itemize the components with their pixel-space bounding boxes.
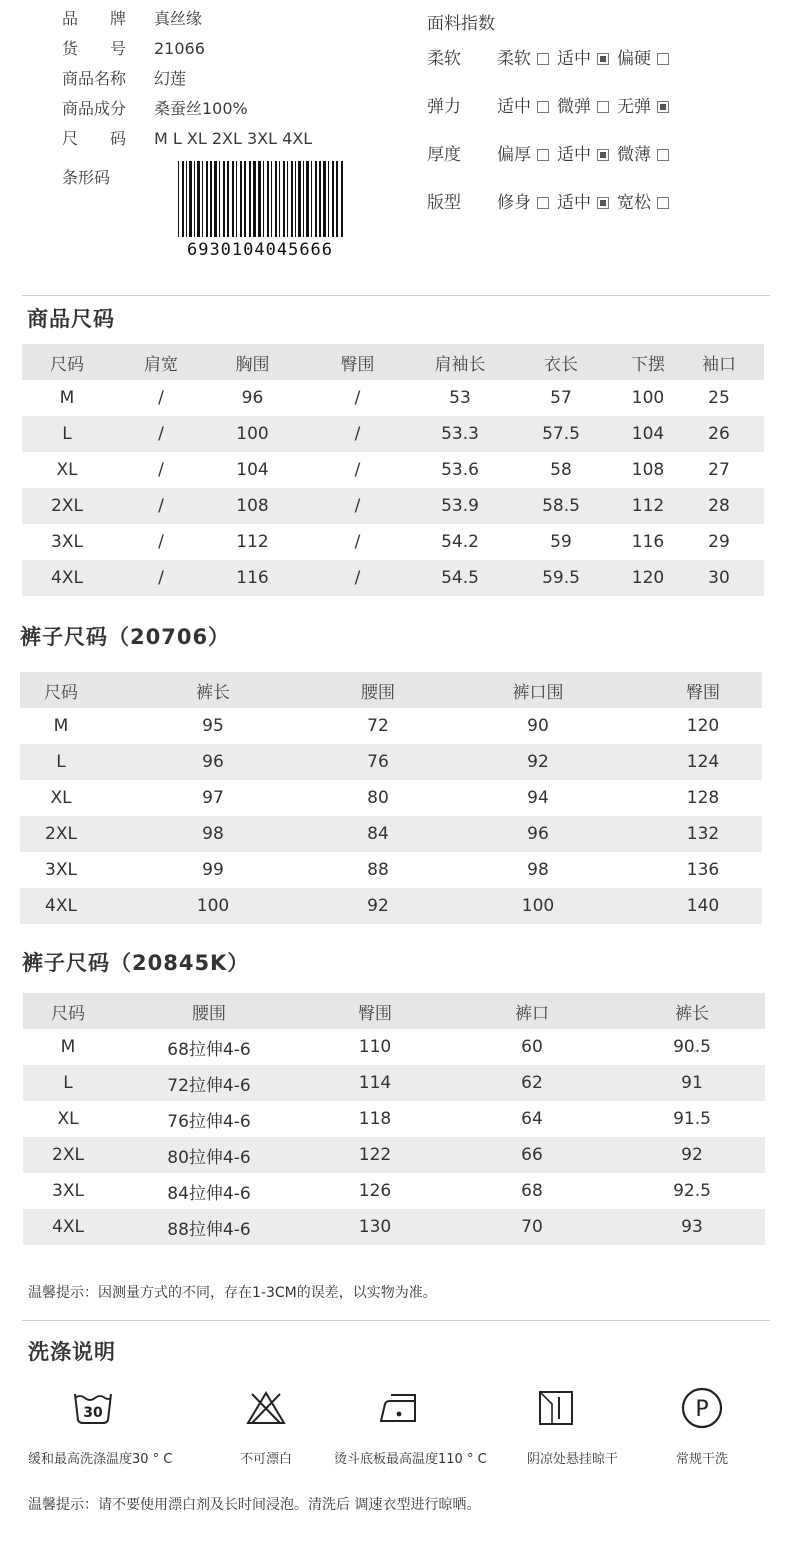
table-row	[23, 1173, 765, 1209]
table-cell: XL	[57, 1109, 79, 1129]
table-cell: 118	[358, 1109, 392, 1129]
column-header: 腰围	[324, 672, 432, 708]
section-title-wash: 洗涤说明	[28, 1340, 116, 1364]
fabric-row	[427, 95, 677, 119]
column-header: 臀围	[644, 672, 762, 708]
barcode-bar	[202, 161, 203, 237]
table-cell: 3XL	[51, 532, 83, 552]
table-cell: 98	[527, 860, 549, 880]
barcode-bar	[244, 161, 246, 237]
table-cell: 92	[324, 888, 432, 924]
table-cell: 57.5	[500, 416, 622, 452]
fabric-option-label: 修身	[497, 193, 531, 213]
table-row	[22, 524, 764, 560]
barcode-bar	[249, 161, 251, 237]
table-cell: 100	[432, 888, 644, 924]
unchecked-box-icon	[537, 101, 549, 113]
table-cell: /	[112, 416, 210, 452]
fabric-row-label: 弹力	[427, 97, 461, 117]
barcode-bar	[258, 161, 261, 237]
table-cell: M	[60, 1037, 76, 1057]
table-cell: 108	[210, 488, 295, 524]
fabric-row	[427, 143, 677, 167]
table-cell: 114	[305, 1065, 445, 1101]
table-cell: 59.5	[500, 560, 622, 596]
barcode-bar	[341, 161, 343, 237]
column-header: 裤长	[619, 993, 765, 1029]
wash-label-30: 缓和最高洗涤温度30 ° C	[28, 1452, 173, 1467]
table-cell: 28	[674, 488, 764, 524]
table-cell: 140	[644, 888, 762, 924]
fabric-option-label: 适中	[497, 97, 531, 117]
table-row	[23, 1101, 765, 1137]
table-cell: 26	[674, 416, 764, 452]
info-brand-value: 真丝缘	[154, 9, 203, 28]
barcode-bar	[319, 161, 321, 237]
table-cell: 29	[708, 532, 730, 552]
table-cell: 2XL	[22, 488, 112, 524]
table-cell: 100	[631, 388, 665, 408]
barcode-bar	[178, 161, 179, 237]
table-cell: /	[354, 388, 361, 408]
table-cell: 88	[367, 860, 389, 880]
table-cell: 92	[432, 744, 644, 780]
info-sizes	[62, 128, 312, 150]
column-header: 肩宽	[112, 344, 210, 380]
barcode	[160, 159, 360, 259]
table-cell: 62	[445, 1065, 619, 1101]
table-row	[23, 1065, 765, 1101]
fabric-row-label: 版型	[427, 193, 461, 213]
iron-110-icon	[377, 1390, 419, 1426]
wash-label-line-dry: 阴凉处悬挂晾干	[527, 1452, 619, 1467]
table-row	[20, 780, 762, 816]
table-cell: L	[20, 744, 102, 780]
table-cell: 122	[305, 1137, 445, 1173]
column-header: 衣长	[500, 344, 622, 380]
wash-30-icon	[72, 1390, 114, 1426]
barcode-bar	[291, 161, 293, 237]
column-header: 肩袖长	[420, 344, 500, 380]
table-cell: 58	[550, 460, 572, 480]
table-cell: 104	[622, 416, 674, 452]
barcode-bar	[210, 161, 212, 237]
product-size-table	[22, 344, 764, 596]
barcode-bar	[253, 161, 256, 237]
fabric-option-label: 适中	[557, 49, 591, 69]
info-brand-label: 品 牌	[62, 9, 127, 28]
table-row	[20, 852, 762, 888]
checked-box-icon	[597, 53, 609, 65]
table-cell: 72拉伸4-6	[113, 1065, 305, 1101]
barcode-bar	[232, 161, 234, 237]
table-cell: 80	[367, 788, 389, 808]
table-cell: 120	[622, 560, 674, 596]
table-row	[22, 452, 764, 488]
table-cell: 53.6	[441, 460, 479, 480]
table-cell: M	[53, 716, 69, 736]
no-bleach-icon	[246, 1390, 286, 1426]
table-cell: 98	[102, 816, 324, 852]
column-header: 臀围	[295, 344, 420, 380]
fabric-option-label: 偏硬	[617, 49, 651, 69]
column-header: 臀围	[305, 993, 445, 1029]
fabric-option-label: 柔软	[497, 49, 531, 69]
barcode-bar	[271, 161, 272, 237]
table-row	[23, 1137, 765, 1173]
table-cell: 90	[527, 716, 549, 736]
table-cell: 130	[305, 1209, 445, 1245]
table-cell: 126	[358, 1181, 392, 1201]
table-cell: 53	[449, 388, 471, 408]
table-cell: 60	[521, 1037, 543, 1057]
fabric-option-label: 宽松	[617, 193, 651, 213]
table-cell: /	[354, 532, 361, 552]
barcode-bar	[182, 161, 184, 237]
barcode-bar	[283, 161, 285, 237]
table-cell: 96	[241, 388, 264, 408]
info-item-no-value: 21066	[154, 39, 205, 58]
table-cell: /	[295, 416, 420, 452]
info-item-no-label: 货 号	[62, 39, 127, 58]
table-row	[20, 888, 762, 924]
table-cell: 84拉伸4-6	[167, 1183, 251, 1204]
barcode-bar	[315, 161, 317, 237]
table-header-row	[23, 993, 765, 1029]
wash-label-dry-clean: 常规干洗	[676, 1452, 729, 1467]
column-header: 裤口	[445, 993, 619, 1029]
table-row	[23, 1209, 765, 1245]
fabric-row	[427, 47, 677, 71]
table-cell: 54.5	[420, 560, 500, 596]
barcode-bar	[240, 161, 242, 237]
table-cell: 66	[445, 1137, 619, 1173]
checked-box-icon	[597, 149, 609, 161]
column-header: 尺码	[23, 993, 113, 1029]
barcode-bar	[263, 161, 264, 237]
table-cell: 97	[202, 788, 224, 808]
table-cell: 90.5	[673, 1037, 711, 1057]
fabric-row-label: 柔软	[427, 49, 461, 69]
table-cell: 124	[644, 744, 762, 780]
divider	[22, 295, 770, 296]
table-cell: XL	[50, 788, 72, 808]
column-header: 裤口围	[432, 672, 644, 708]
table-cell: 76	[324, 744, 432, 780]
table-cell: 96	[432, 816, 644, 852]
barcode-bar	[323, 161, 326, 237]
unchecked-box-icon	[657, 197, 669, 209]
unchecked-box-icon	[537, 197, 549, 209]
section-title-pants-20845k: 裤子尺码（20845K）	[22, 951, 250, 975]
barcode-bar	[227, 161, 229, 237]
column-header: 腰围	[113, 993, 305, 1029]
table-cell: 104	[236, 460, 269, 480]
table-cell: /	[158, 388, 164, 408]
unchecked-box-icon	[597, 101, 609, 113]
divider	[22, 1320, 770, 1321]
table-cell: 92	[619, 1137, 765, 1173]
table-cell: XL	[56, 460, 78, 480]
table-cell: 91	[619, 1065, 765, 1101]
fabric-option-label: 适中	[557, 193, 591, 213]
barcode-bar	[189, 161, 192, 237]
table-cell: 92.5	[673, 1181, 711, 1201]
table-cell: /	[112, 488, 210, 524]
table-cell: 2XL	[23, 1137, 113, 1173]
fabric-option-label: 微薄	[617, 145, 651, 165]
wash-temp-text: 30	[83, 1405, 103, 1421]
wash-label-iron: 烫斗底板最高温度110 ° C	[334, 1452, 487, 1467]
info-brand	[62, 8, 202, 30]
table-cell: 84	[324, 816, 432, 852]
barcode-bar	[332, 161, 334, 237]
barcode-bar	[186, 161, 187, 237]
table-cell: 112	[622, 488, 674, 524]
barcode-bar	[275, 161, 277, 237]
fabric-row-label: 厚度	[427, 145, 461, 165]
column-header: 胸围	[210, 344, 295, 380]
table-cell: /	[295, 488, 420, 524]
info-item-no	[62, 38, 205, 60]
table-cell: 110	[358, 1037, 392, 1057]
pants-size-table-20706	[20, 672, 762, 924]
barcode-bar	[311, 161, 312, 237]
checked-box-icon	[657, 101, 669, 113]
barcode-bar	[336, 161, 338, 237]
pants-size-table-20845k	[23, 993, 765, 1245]
info-composition-value: 桑蚕丝100%	[154, 99, 248, 118]
table-cell: 94	[527, 788, 549, 808]
barcode-bar	[197, 161, 200, 237]
table-cell: 25	[708, 388, 730, 408]
info-name	[62, 68, 186, 90]
barcode-bar	[206, 161, 208, 237]
barcode-bar	[303, 161, 304, 237]
table-cell: 91.5	[673, 1109, 711, 1129]
table-cell: 99	[202, 860, 224, 880]
table-row	[22, 560, 764, 596]
table-cell: 4XL	[22, 560, 112, 596]
table-cell: /	[295, 560, 420, 596]
info-composition-label: 商品成分	[62, 99, 127, 118]
info-sizes-value: M L XL 2XL 3XL 4XL	[154, 129, 313, 148]
table-cell: 136	[686, 860, 720, 880]
unchecked-box-icon	[657, 149, 669, 161]
fabric-row	[427, 191, 677, 215]
barcode-bar	[194, 161, 195, 237]
table-cell: 59	[550, 532, 572, 552]
table-cell: 76拉伸4-6	[167, 1111, 251, 1132]
dry-clean-letter: P	[695, 1397, 709, 1422]
table-cell: 100	[210, 416, 295, 452]
table-cell: 120	[686, 716, 720, 736]
table-row	[20, 744, 762, 780]
table-cell: /	[112, 560, 210, 596]
dry-clean-p-icon	[680, 1390, 724, 1430]
table-cell: 27	[708, 460, 730, 480]
table-cell: 54.2	[441, 532, 479, 552]
table-cell: 88拉伸4-6	[113, 1209, 305, 1245]
info-name-value: 幻莲	[154, 69, 187, 88]
unchecked-box-icon	[537, 149, 549, 161]
barcode-bar	[298, 161, 301, 237]
table-cell: 2XL	[20, 816, 102, 852]
barcode-bar	[267, 161, 269, 237]
barcode-bar	[236, 161, 237, 237]
table-cell: 116	[631, 532, 665, 552]
table-cell: 116	[210, 560, 295, 596]
table-cell: 128	[686, 788, 720, 808]
table-row	[22, 416, 764, 452]
barcode-bar	[287, 161, 288, 237]
table-cell: 4XL	[20, 888, 102, 924]
table-row	[22, 488, 764, 524]
table-cell: M	[59, 388, 75, 408]
section-title-pants-20706: 裤子尺码（20706）	[20, 625, 231, 649]
column-header: 尺码	[22, 344, 112, 380]
table-cell: 68拉伸4-6	[167, 1039, 251, 1060]
barcode-bar	[214, 161, 217, 237]
table-cell: 108	[631, 460, 665, 480]
table-cell: 68	[521, 1181, 543, 1201]
fabric-option-label: 适中	[557, 145, 591, 165]
table-cell: 57	[550, 388, 572, 408]
table-cell: 96	[102, 744, 324, 780]
fabric-option-label: 无弹	[617, 97, 651, 117]
table-cell: /	[158, 460, 164, 480]
barcode-bar	[219, 161, 220, 237]
table-cell: 132	[644, 816, 762, 852]
table-row	[23, 1029, 765, 1065]
wash-label-no-bleach: 不可漂白	[240, 1452, 293, 1467]
unchecked-box-icon	[537, 53, 549, 65]
section-title-product-size: 商品尺码	[27, 307, 115, 331]
table-cell: 58.5	[500, 488, 622, 524]
line-dry-shade-icon	[538, 1390, 574, 1426]
info-name-label: 商品名称	[62, 69, 127, 88]
table-cell: 112	[236, 532, 269, 552]
table-cell: 70	[445, 1209, 619, 1245]
table-row	[20, 708, 762, 744]
table-cell: 30	[674, 560, 764, 596]
table-header-row	[20, 672, 762, 708]
table-cell: 3XL	[52, 1181, 84, 1201]
checked-box-icon	[597, 197, 609, 209]
column-header: 尺码	[20, 672, 102, 708]
table-cell: 64	[521, 1109, 543, 1129]
wash-note: 温馨提示：请不要使用漂白剂及长时间浸泡。清洗后 调速衣型进行晾晒。	[28, 1497, 481, 1513]
table-cell: 93	[619, 1209, 765, 1245]
info-composition	[62, 98, 248, 120]
barcode-graphic	[160, 159, 360, 259]
fabric-option-label: 偏厚	[497, 145, 531, 165]
table-cell: 95	[202, 716, 224, 736]
barcode-bar	[223, 161, 225, 237]
barcode-label: 条形码	[62, 168, 111, 187]
table-cell: 72	[367, 716, 389, 736]
fabric-option-label: 微弹	[557, 97, 591, 117]
fabric-index-title: 面料指数	[427, 14, 495, 34]
barcode-digits: 6930104045666	[186, 240, 334, 259]
table-cell: 100	[102, 888, 324, 924]
table-row	[22, 380, 764, 416]
barcode-bar	[328, 161, 329, 237]
barcode-bar	[279, 161, 280, 237]
table-cell: L	[23, 1065, 113, 1101]
barcode-bar	[306, 161, 309, 237]
measure-note: 温馨提示：因测量方式的不同，存在1-3CM的误差，以实物为准。	[28, 1285, 437, 1301]
table-header-row	[22, 344, 764, 380]
barcode-bar	[295, 161, 296, 237]
table-cell: /	[158, 532, 164, 552]
column-header: 下摆	[622, 344, 674, 380]
column-header: 裤长	[102, 672, 324, 708]
table-row	[20, 816, 762, 852]
barcode-bars	[178, 161, 343, 237]
table-cell: /	[354, 460, 361, 480]
column-header: 袖口	[674, 344, 764, 380]
info-sizes-label: 尺 码	[62, 129, 127, 148]
table-cell: L	[22, 416, 112, 452]
table-cell: 80拉伸4-6	[113, 1137, 305, 1173]
table-cell: 53.9	[420, 488, 500, 524]
table-cell: 3XL	[45, 860, 77, 880]
table-cell: 53.3	[420, 416, 500, 452]
table-cell: 4XL	[23, 1209, 113, 1245]
unchecked-box-icon	[657, 53, 669, 65]
